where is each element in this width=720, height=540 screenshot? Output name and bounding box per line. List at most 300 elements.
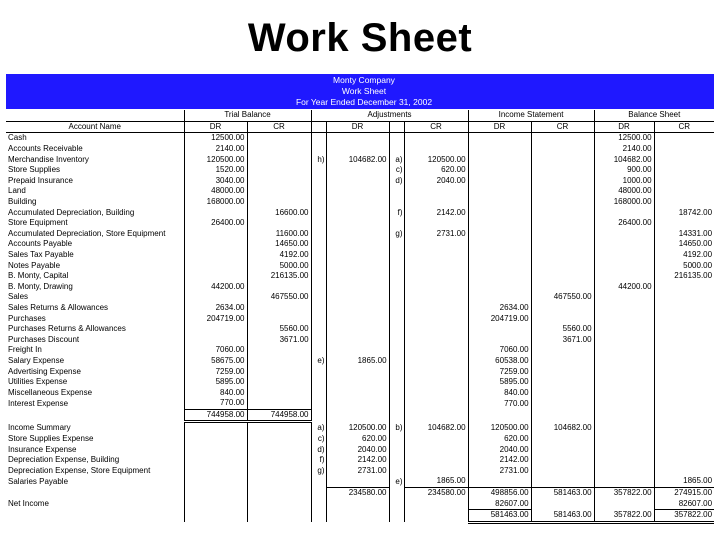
cell-adj-dr-ref xyxy=(311,144,326,155)
group-adjustments: Adjustments xyxy=(311,110,468,121)
cell-adj-dr-ref xyxy=(311,509,326,522)
cell-adj-dr-ref xyxy=(311,282,326,293)
cell-is-cr xyxy=(531,260,594,271)
cell-tb-cr xyxy=(247,218,311,229)
cell-account-name: Accumulated Depreciation, Building xyxy=(8,207,135,217)
cell-tb-cr: 3671.00 xyxy=(247,334,311,345)
cell-adj-dr: 2040.00 xyxy=(326,444,389,455)
cell-bs-dr xyxy=(594,387,654,398)
table-row xyxy=(6,434,714,445)
cell-adj-cr-ref xyxy=(389,498,404,509)
col-tb-dr: DR xyxy=(184,121,247,133)
cell-adj-dr-ref xyxy=(311,250,326,261)
cell-adj-cr xyxy=(404,133,468,144)
cell-tb-dr xyxy=(184,292,247,303)
cell-is-dr xyxy=(468,334,531,345)
cell-adj-dr-ref xyxy=(311,387,326,398)
cell-account-name: Depreciation Expense, Store Equipment xyxy=(8,465,151,475)
cell-bs-cr xyxy=(654,197,714,208)
cell-is-cr xyxy=(531,398,594,409)
cell-tb-cr xyxy=(247,377,311,388)
cell-account-name: Utilities Expense xyxy=(8,377,68,387)
cell-is-cr: 3671.00 xyxy=(531,334,594,345)
cell-adj-dr-ref xyxy=(311,239,326,250)
cell-tb-dr: 44200.00 xyxy=(184,282,247,293)
cell-is-cr xyxy=(531,387,594,398)
cell-bs-dr: 104682.00 xyxy=(594,154,654,165)
cell-adj-cr-ref xyxy=(389,133,404,144)
table-row xyxy=(6,377,714,388)
worksheet-subtitle: Work Sheet xyxy=(341,86,387,96)
cell-is-dr xyxy=(468,239,531,250)
table-row xyxy=(6,476,714,487)
cell-tb-cr xyxy=(247,509,311,522)
cell-adj-dr-ref: f) xyxy=(311,455,326,466)
table-row xyxy=(6,398,714,409)
cell-bs-cr xyxy=(654,186,714,197)
cell-adj-dr-ref: c) xyxy=(311,434,326,445)
cell-adj-dr: 2142.00 xyxy=(326,455,389,466)
cell-adj-dr xyxy=(326,218,389,229)
cell-adj-cr-ref xyxy=(389,387,404,398)
cell-tb-dr xyxy=(184,476,247,487)
cell-adj-dr xyxy=(326,324,389,335)
cell-tb-cr xyxy=(247,444,311,455)
page-title: Work Sheet xyxy=(247,16,473,60)
cell-tb-cr xyxy=(247,282,311,293)
cell-adj-dr xyxy=(326,133,389,144)
cell-tb-dr: 168000.00 xyxy=(184,197,247,208)
cell-bs-cr xyxy=(654,154,714,165)
cell-bs-dr xyxy=(594,434,654,445)
cell-is-dr: 120500.00 xyxy=(468,422,531,434)
cell-adj-cr-ref xyxy=(389,303,404,314)
cell-account-name: Building xyxy=(8,197,37,207)
cell-account-name: Store Equipment xyxy=(8,218,68,228)
cell-bs-cr xyxy=(654,176,714,187)
cell-bs-dr: 26400.00 xyxy=(594,218,654,229)
cell-adj-cr-ref: f) xyxy=(389,207,404,218)
cell-adj-cr: 104682.00 xyxy=(404,422,468,434)
cell-tb-dr: 12500.00 xyxy=(184,133,247,144)
cell-is-dr xyxy=(468,218,531,229)
cell-tb-dr: 840.00 xyxy=(184,387,247,398)
cell-adj-dr xyxy=(326,282,389,293)
cell-account-name: Land xyxy=(8,186,26,196)
cell-adj-cr: 620.00 xyxy=(404,165,468,176)
cell-adj-cr xyxy=(404,455,468,466)
cell-account-name: Accounts Receivable xyxy=(8,144,83,154)
cell-is-dr xyxy=(468,476,531,487)
cell-adj-cr-ref xyxy=(389,487,404,498)
cell-account-name: Sales Returns & Allowances xyxy=(8,302,109,312)
col-account-name: Account Name xyxy=(6,121,184,133)
cell-adj-cr xyxy=(404,466,468,477)
cell-adj-dr xyxy=(326,239,389,250)
cell-adj-dr xyxy=(326,197,389,208)
cell-adj-dr-ref xyxy=(311,303,326,314)
cell-bs-cr xyxy=(654,356,714,367)
cell-adj-cr-ref xyxy=(389,434,404,445)
cell-tb-cr xyxy=(247,487,311,498)
table-row xyxy=(6,444,714,455)
cell-account-name: Merchandise Inventory xyxy=(8,154,89,164)
cell-bs-dr xyxy=(594,292,654,303)
cell-is-dr: 840.00 xyxy=(468,387,531,398)
table-row xyxy=(6,165,714,176)
cell-adj-cr-ref xyxy=(389,271,404,282)
cell-adj-dr: 2731.00 xyxy=(326,466,389,477)
col-is-cr: CR xyxy=(531,121,594,133)
cell-bs-cr xyxy=(654,366,714,377)
cell-adj-dr xyxy=(326,292,389,303)
cell-adj-cr: 2142.00 xyxy=(404,207,468,218)
cell-adj-cr-ref xyxy=(389,260,404,271)
cell-tb-cr xyxy=(247,455,311,466)
cell-tb-dr xyxy=(184,434,247,445)
cell-bs-dr xyxy=(594,476,654,487)
cell-adj-cr xyxy=(404,387,468,398)
cell-tb-dr xyxy=(184,229,247,240)
cell-bs-dr xyxy=(594,398,654,409)
cell-adj-dr-ref xyxy=(311,176,326,187)
cell-bs-dr: 900.00 xyxy=(594,165,654,176)
cell-adj-dr xyxy=(326,165,389,176)
cell-adj-cr xyxy=(404,324,468,335)
cell-adj-dr-ref xyxy=(311,324,326,335)
cell-tb-dr: 48000.00 xyxy=(184,186,247,197)
cell-bs-dr xyxy=(594,356,654,367)
cell-is-dr: 2142.00 xyxy=(468,455,531,466)
cell-is-cr: 581463.00 xyxy=(531,487,594,498)
cell-bs-cr xyxy=(654,398,714,409)
cell-adj-dr xyxy=(326,176,389,187)
cell-tb-dr: 770.00 xyxy=(184,398,247,409)
cell-tb-cr: 16600.00 xyxy=(247,207,311,218)
cell-adj-dr xyxy=(326,345,389,356)
cell-tb-dr: 2140.00 xyxy=(184,144,247,155)
cell-is-cr xyxy=(531,455,594,466)
cell-is-dr: 581463.00 xyxy=(468,509,531,522)
cell-tb-cr: 5560.00 xyxy=(247,324,311,335)
cell-adj-dr-ref xyxy=(311,218,326,229)
cell-adj-cr xyxy=(404,197,468,208)
cell-bs-dr xyxy=(594,250,654,261)
cell-tb-cr xyxy=(247,197,311,208)
group-income-statement: Income Statement xyxy=(468,110,594,121)
cell-is-cr xyxy=(531,133,594,144)
cell-bs-cr: 82607.00 xyxy=(654,498,714,509)
cell-account-name: Interest Expense xyxy=(8,398,69,408)
cell-adj-dr xyxy=(326,186,389,197)
cell-tb-dr xyxy=(184,466,247,477)
table-row xyxy=(6,271,714,282)
cell-is-cr xyxy=(531,466,594,477)
cell-bs-dr xyxy=(594,260,654,271)
cell-account-name: B. Monty, Capital xyxy=(8,271,69,281)
cell-account-name: Prepaid Insurance xyxy=(8,175,73,185)
cell-bs-cr: 1865.00 xyxy=(654,476,714,487)
cell-adj-cr xyxy=(404,303,468,314)
table-row xyxy=(6,498,714,509)
table-row xyxy=(6,176,714,187)
cell-tb-dr: 7259.00 xyxy=(184,366,247,377)
cell-is-dr xyxy=(468,250,531,261)
cell-is-dr: 82607.00 xyxy=(468,498,531,509)
cell-tb-dr xyxy=(184,250,247,261)
cell-adj-dr-ref xyxy=(311,197,326,208)
cell-tb-dr: 5895.00 xyxy=(184,377,247,388)
cell-adj-cr-ref xyxy=(389,455,404,466)
cell-bs-cr xyxy=(654,282,714,293)
cell-tb-dr xyxy=(184,207,247,218)
cell-adj-cr-ref xyxy=(389,250,404,261)
cell-adj-dr xyxy=(326,509,389,522)
cell-adj-dr xyxy=(326,260,389,271)
cell-is-dr: 2731.00 xyxy=(468,466,531,477)
cell-tb-dr: 58675.00 xyxy=(184,356,247,367)
cell-adj-dr xyxy=(326,476,389,487)
cell-adj-dr xyxy=(326,271,389,282)
cell-adj-dr-ref: e) xyxy=(311,356,326,367)
cell-is-cr xyxy=(531,250,594,261)
cell-is-cr xyxy=(531,239,594,250)
cell-account-name: Insurance Expense xyxy=(8,444,77,454)
cell-account-name xyxy=(6,409,184,422)
cell-adj-cr-ref xyxy=(389,377,404,388)
cell-bs-cr xyxy=(654,334,714,345)
cell-tb-cr xyxy=(247,434,311,445)
cell-tb-cr: 216135.00 xyxy=(247,271,311,282)
table-row xyxy=(6,387,714,398)
cell-adj-cr: 1865.00 xyxy=(404,476,468,487)
cell-is-dr xyxy=(468,260,531,271)
worksheet-table-container xyxy=(6,110,714,538)
col-is-dr: DR xyxy=(468,121,531,133)
cell-bs-cr xyxy=(654,444,714,455)
cell-adj-cr: 120500.00 xyxy=(404,154,468,165)
table-row xyxy=(6,144,714,155)
cell-adj-dr xyxy=(326,144,389,155)
col-tb-cr: CR xyxy=(247,121,311,133)
cell-bs-cr xyxy=(654,422,714,434)
cell-adj-cr-ref: b) xyxy=(389,422,404,434)
cell-adj-dr: 120500.00 xyxy=(326,422,389,434)
cell-bs-cr xyxy=(654,303,714,314)
table-row xyxy=(6,207,714,218)
cell-bs-cr: 14650.00 xyxy=(654,239,714,250)
cell-account-name: Salaries Payable xyxy=(8,476,69,486)
cell-adj-dr xyxy=(326,387,389,398)
cell-adj-cr xyxy=(404,377,468,388)
cell-is-cr: 467550.00 xyxy=(531,292,594,303)
cell-is-dr xyxy=(468,197,531,208)
cell-adj-dr xyxy=(326,398,389,409)
cell-is-dr xyxy=(468,229,531,240)
cell-bs-dr: 12500.00 xyxy=(594,133,654,144)
cell-is-cr xyxy=(531,154,594,165)
cell-bs-dr xyxy=(594,334,654,345)
cell-adj-cr-ref xyxy=(389,324,404,335)
cell-adj-cr-ref: a) xyxy=(389,154,404,165)
cell-adj-cr xyxy=(404,444,468,455)
cell-is-cr xyxy=(531,377,594,388)
table-row xyxy=(6,466,714,477)
cell-tb-dr: 3040.00 xyxy=(184,176,247,187)
cell-adj-cr xyxy=(404,313,468,324)
cell-tb-dr: 1520.00 xyxy=(184,165,247,176)
cell-adj-cr-ref xyxy=(389,356,404,367)
cell-tb-cr: 11600.00 xyxy=(247,229,311,240)
cell-bs-dr: 357822.00 xyxy=(594,487,654,498)
cell-adj-cr-ref xyxy=(389,186,404,197)
cell-is-cr: 5560.00 xyxy=(531,324,594,335)
cell-adj-dr-ref xyxy=(311,366,326,377)
cell-tb-dr: 744958.00 xyxy=(184,409,247,422)
column-header-row xyxy=(6,121,714,133)
cell-bs-dr xyxy=(594,207,654,218)
cell-bs-dr: 2140.00 xyxy=(594,144,654,155)
cell-account-name: Sales Tax Payable xyxy=(8,250,74,260)
cell-account-name: Depreciation Expense, Building xyxy=(8,455,120,465)
cell-adj-cr-ref xyxy=(389,466,404,477)
cell-adj-cr xyxy=(404,260,468,271)
cell-adj-cr-ref: d) xyxy=(389,176,404,187)
group-header-row xyxy=(6,110,714,121)
cell-tb-cr: 744958.00 xyxy=(247,409,311,422)
cell-adj-cr-ref xyxy=(389,144,404,155)
cell-tb-dr xyxy=(184,422,247,434)
cell-tb-dr xyxy=(184,487,247,498)
cell-tb-cr xyxy=(247,345,311,356)
cell-is-dr xyxy=(468,186,531,197)
cell-adj-dr xyxy=(326,334,389,345)
cell-adj-cr xyxy=(404,186,468,197)
cell-bs-cr xyxy=(654,377,714,388)
cell-adj-cr xyxy=(404,282,468,293)
cell-bs-dr xyxy=(594,466,654,477)
cell-adj-dr-ref: d) xyxy=(311,444,326,455)
cell-is-cr xyxy=(531,176,594,187)
cell-tb-dr: 7060.00 xyxy=(184,345,247,356)
cell-is-cr xyxy=(531,229,594,240)
cell-bs-cr xyxy=(654,144,714,155)
cell-adj-cr xyxy=(404,292,468,303)
cell-bs-dr: 357822.00 xyxy=(594,509,654,522)
cell-bs-cr: 216135.00 xyxy=(654,271,714,282)
cell-adj-cr xyxy=(404,218,468,229)
cell-bs-cr: 274915.00 xyxy=(654,487,714,498)
cell-adj-dr: 104682.00 xyxy=(326,154,389,165)
cell-tb-dr xyxy=(184,260,247,271)
cell-is-cr xyxy=(531,356,594,367)
cell-account-name: Notes Payable xyxy=(8,260,61,270)
cell-adj-cr-ref xyxy=(389,197,404,208)
cell-tb-cr xyxy=(247,186,311,197)
cell-bs-dr: 48000.00 xyxy=(594,186,654,197)
table-row xyxy=(6,186,714,197)
cell-account-name: Store Supplies Expense xyxy=(8,434,94,444)
group-balance-sheet: Balance Sheet xyxy=(594,110,714,121)
cell-adj-cr xyxy=(404,250,468,261)
cell-bs-cr xyxy=(654,434,714,445)
cell-bs-cr xyxy=(654,292,714,303)
cell-adj-dr-ref: h) xyxy=(311,154,326,165)
cell-tb-cr: 5000.00 xyxy=(247,260,311,271)
cell-is-dr xyxy=(468,144,531,155)
cell-adj-cr-ref xyxy=(389,409,404,422)
cell-adj-cr-ref: c) xyxy=(389,165,404,176)
cell-is-cr xyxy=(531,476,594,487)
cell-tb-dr xyxy=(184,498,247,509)
cell-is-cr xyxy=(531,498,594,509)
worksheet-table xyxy=(6,110,714,524)
cell-tb-dr xyxy=(184,239,247,250)
cell-adj-cr-ref: g) xyxy=(389,229,404,240)
cell-is-dr xyxy=(468,292,531,303)
worksheet-period: For Year Ended December 31, 2002 xyxy=(295,97,433,107)
cell-bs-dr xyxy=(594,455,654,466)
cell-account-name xyxy=(6,509,184,522)
cell-adj-cr: 234580.00 xyxy=(404,487,468,498)
cell-is-cr xyxy=(531,366,594,377)
company-name: Monty Company xyxy=(333,75,395,85)
cell-bs-cr xyxy=(654,324,714,335)
table-row xyxy=(6,324,714,335)
cell-adj-cr: 2040.00 xyxy=(404,176,468,187)
table-row xyxy=(6,455,714,466)
cell-bs-dr xyxy=(594,239,654,250)
cell-tb-cr xyxy=(247,133,311,144)
cell-bs-cr: 5000.00 xyxy=(654,260,714,271)
cell-bs-cr xyxy=(654,455,714,466)
cell-account-name: B. Monty, Drawing xyxy=(8,281,73,291)
cell-tb-dr xyxy=(184,509,247,522)
cell-is-cr xyxy=(531,345,594,356)
cell-adj-dr-ref xyxy=(311,229,326,240)
cell-is-dr: 498856.00 xyxy=(468,487,531,498)
worksheet-header-band xyxy=(6,74,714,109)
col-adj-dr: DR xyxy=(326,121,389,133)
group-trial-balance: Trial Balance xyxy=(184,110,311,121)
cell-account-name: Store Supplies xyxy=(8,165,61,175)
cell-adj-dr-ref xyxy=(311,260,326,271)
cell-is-dr: 2040.00 xyxy=(468,444,531,455)
cell-is-cr xyxy=(531,434,594,445)
table-row xyxy=(6,154,714,165)
cell-bs-dr xyxy=(594,366,654,377)
cell-tb-cr xyxy=(247,398,311,409)
table-row xyxy=(6,250,714,261)
cell-tb-dr xyxy=(184,334,247,345)
cell-is-cr: 104682.00 xyxy=(531,422,594,434)
cell-adj-dr-ref xyxy=(311,345,326,356)
cell-tb-cr xyxy=(247,144,311,155)
cell-bs-cr xyxy=(654,387,714,398)
cell-adj-dr xyxy=(326,409,389,422)
cell-adj-cr xyxy=(404,334,468,345)
cell-account-name: Miscellaneous Expense xyxy=(8,387,93,397)
cell-is-dr xyxy=(468,176,531,187)
cell-is-dr: 7259.00 xyxy=(468,366,531,377)
cell-adj-cr-ref xyxy=(389,239,404,250)
cell-account-name: Purchases xyxy=(8,313,46,323)
cell-bs-dr xyxy=(594,271,654,282)
cell-adj-cr xyxy=(404,356,468,367)
cell-adj-dr-ref xyxy=(311,476,326,487)
cell-adj-dr-ref xyxy=(311,313,326,324)
cell-tb-cr xyxy=(247,387,311,398)
